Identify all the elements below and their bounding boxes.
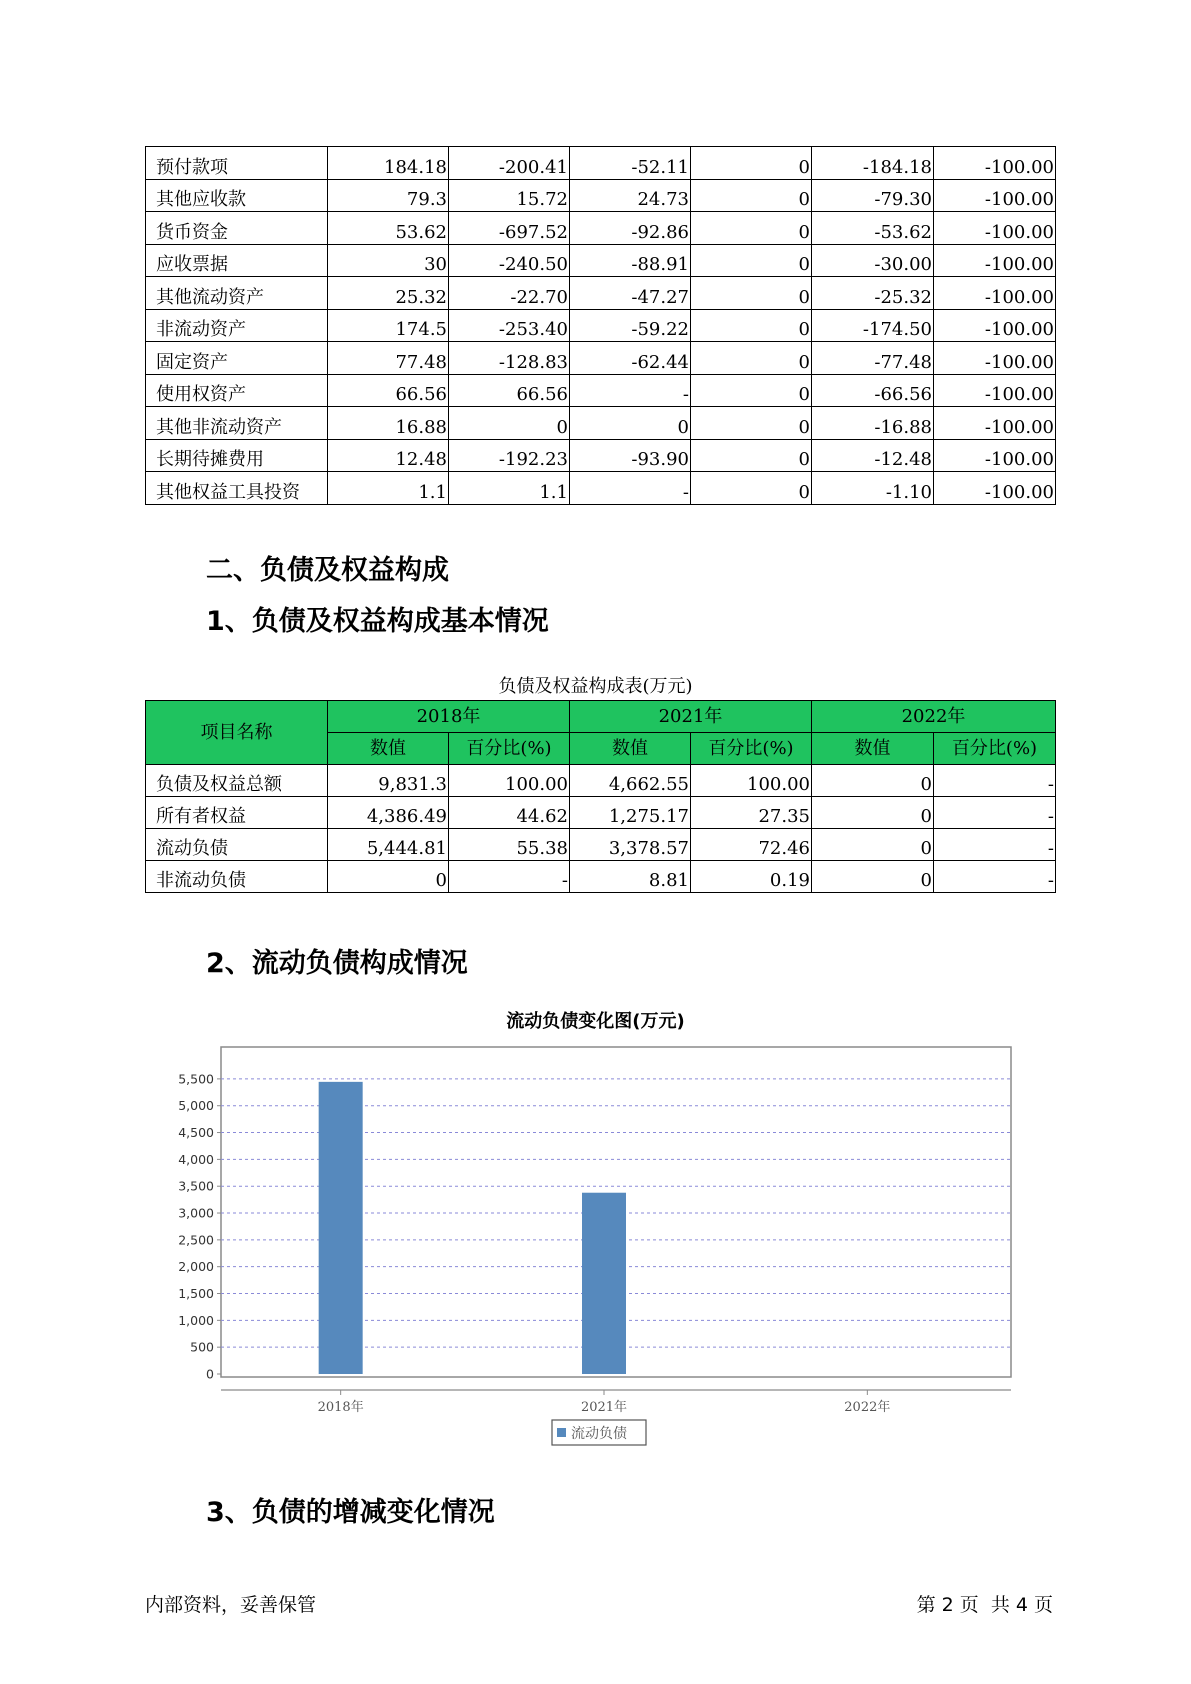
cell-value: -174.50 — [812, 309, 934, 342]
cell-value: -240.50 — [449, 244, 570, 277]
chart-legend — [552, 1420, 646, 1445]
row-label: 其他权益工具投资 — [146, 472, 328, 505]
cell-value: 0 — [812, 765, 934, 797]
cell-value: -100.00 — [934, 439, 1056, 472]
cell-value: -52.11 — [570, 147, 691, 180]
chart-x-axis — [318, 1390, 891, 1415]
cell-value: - — [570, 472, 691, 505]
cell-value: 79.3 — [328, 179, 449, 212]
row-label: 固定资产 — [146, 342, 328, 375]
cell-value: - — [934, 861, 1056, 893]
row-label: 所有者权益 — [146, 797, 328, 829]
y-tick-label: 1,000 — [178, 1312, 214, 1328]
cell-value: 100.00 — [449, 765, 570, 797]
header-value: 数值 — [812, 733, 934, 765]
row-label: 非流动负债 — [146, 861, 328, 893]
row-label: 负债及权益总额 — [146, 765, 328, 797]
cell-value: -100.00 — [934, 277, 1056, 310]
chart-title: 流动负债变化图(万元) — [506, 1011, 685, 1032]
cell-value: 24.73 — [570, 179, 691, 212]
y-tick-label: 3,500 — [178, 1178, 214, 1194]
cell-value: -184.18 — [812, 147, 934, 180]
cell-value: 0 — [812, 797, 934, 829]
cell-value: -697.52 — [449, 212, 570, 245]
cell-value: 0 — [691, 179, 812, 212]
cell-value: -47.27 — [570, 277, 691, 310]
footer-confidential: 内部资料，妥善保管 — [145, 1594, 317, 1616]
cell-value: -100.00 — [934, 309, 1056, 342]
cell-value: -12.48 — [812, 439, 934, 472]
cell-value: -1.10 — [812, 472, 934, 505]
cell-value: -100.00 — [934, 407, 1056, 440]
cell-value: -192.23 — [449, 439, 570, 472]
cell-value: 1.1 — [449, 472, 570, 505]
cell-value: 0 — [328, 861, 449, 893]
cell-value: 0 — [691, 147, 812, 180]
cell-value: -25.32 — [812, 277, 934, 310]
header-value: 数值 — [328, 733, 449, 765]
row-label: 其他流动资产 — [146, 277, 328, 310]
cell-value: - — [934, 765, 1056, 797]
cell-value: 174.5 — [328, 309, 449, 342]
cell-value: 1,275.17 — [570, 797, 691, 829]
header-percent: 百分比(%) — [934, 733, 1056, 765]
cell-value: 77.48 — [328, 342, 449, 375]
cell-value: 16.88 — [328, 407, 449, 440]
y-tick-label: 4,500 — [178, 1125, 214, 1141]
header-percent: 百分比(%) — [691, 733, 812, 765]
cell-value: 4,386.49 — [328, 797, 449, 829]
cell-value: 12.48 — [328, 439, 449, 472]
x-tick-label: 2022年 — [844, 1400, 891, 1415]
cell-value: 100.00 — [691, 765, 812, 797]
cell-value: -100.00 — [934, 212, 1056, 245]
cell-value: -16.88 — [812, 407, 934, 440]
cell-value: 25.32 — [328, 277, 449, 310]
cell-value: -88.91 — [570, 244, 691, 277]
cell-value: 0 — [691, 439, 812, 472]
cell-value: 0 — [691, 277, 812, 310]
row-label: 使用权资产 — [146, 374, 328, 407]
cell-value: 0 — [449, 407, 570, 440]
cell-value: -100.00 — [934, 147, 1056, 180]
cell-value: -100.00 — [934, 179, 1056, 212]
cell-value: 72.46 — [691, 829, 812, 861]
row-label: 货币资金 — [146, 212, 328, 245]
row-label: 其他应收款 — [146, 179, 328, 212]
row-label: 流动负债 — [146, 829, 328, 861]
y-tick-label: 2,000 — [178, 1259, 214, 1275]
cell-value: 66.56 — [449, 374, 570, 407]
row-label: 其他非流动资产 — [146, 407, 328, 440]
y-tick-label: 5,000 — [178, 1098, 214, 1114]
cell-value: -59.22 — [570, 309, 691, 342]
liability-table-caption: 负债及权益构成表(万元) — [498, 676, 693, 697]
row-label: 应收票据 — [146, 244, 328, 277]
footer-page-number: 第 2 页 共 4 页 — [916, 1594, 1053, 1616]
cell-value: - — [934, 829, 1056, 861]
bar — [319, 1082, 363, 1374]
cell-value: - — [449, 861, 570, 893]
cell-value: -92.86 — [570, 212, 691, 245]
header-year: 2018年 — [328, 701, 570, 733]
legend-swatch — [557, 1428, 566, 1437]
cell-value: 0 — [691, 244, 812, 277]
subsection-heading-1: 1、负债及权益构成基本情况 — [206, 606, 549, 637]
cell-value: -100.00 — [934, 472, 1056, 505]
row-label: 非流动资产 — [146, 309, 328, 342]
section-heading: 二、负债及权益构成 — [206, 555, 449, 586]
cell-value: -128.83 — [449, 342, 570, 375]
row-label: 长期待摊费用 — [146, 439, 328, 472]
cell-value: 8.81 — [570, 861, 691, 893]
cell-value: 30 — [328, 244, 449, 277]
cell-value: - — [570, 374, 691, 407]
cell-value: -100.00 — [934, 342, 1056, 375]
x-tick-label: 2018年 — [317, 1400, 364, 1415]
header-item-name: 项目名称 — [146, 701, 328, 765]
y-tick-label: 4,000 — [178, 1151, 214, 1167]
subsection-heading-3: 3、负债的增减变化情况 — [206, 1497, 495, 1528]
cell-value: 0 — [691, 309, 812, 342]
cell-value: 1.1 — [328, 472, 449, 505]
y-tick-label: 1,500 — [178, 1286, 214, 1302]
cell-value: -100.00 — [934, 374, 1056, 407]
cell-value: -66.56 — [812, 374, 934, 407]
cell-value: 0 — [691, 212, 812, 245]
cell-value: -100.00 — [934, 244, 1056, 277]
cell-value: 15.72 — [449, 179, 570, 212]
y-tick-label: 3,000 — [178, 1205, 214, 1221]
cell-value: 0 — [691, 342, 812, 375]
cell-value: -79.30 — [812, 179, 934, 212]
chart-y-axis — [178, 1071, 221, 1381]
cell-value: 0.19 — [691, 861, 812, 893]
cell-value: 44.62 — [449, 797, 570, 829]
header-percent: 百分比(%) — [449, 733, 570, 765]
cell-value: 0 — [691, 407, 812, 440]
cell-value: -93.90 — [570, 439, 691, 472]
cell-value: -200.41 — [449, 147, 570, 180]
legend-label: 流动负债 — [571, 1426, 627, 1442]
cell-value: 53.62 — [328, 212, 449, 245]
header-year: 2021年 — [570, 701, 812, 733]
cell-value: -53.62 — [812, 212, 934, 245]
cell-value: 3,378.57 — [570, 829, 691, 861]
cell-value: -22.70 — [449, 277, 570, 310]
subsection-heading-2: 2、流动负债构成情况 — [206, 948, 468, 979]
cell-value: 66.56 — [328, 374, 449, 407]
cell-value: -77.48 — [812, 342, 934, 375]
cell-value: 4,662.55 — [570, 765, 691, 797]
cell-value: - — [934, 797, 1056, 829]
cell-value: 0 — [570, 407, 691, 440]
cell-value: 0 — [812, 829, 934, 861]
header-year: 2022年 — [812, 701, 1056, 733]
cell-value: 184.18 — [328, 147, 449, 180]
y-tick-label: 2,500 — [178, 1232, 214, 1248]
y-tick-label: 0 — [206, 1366, 214, 1382]
y-tick-label: 5,500 — [178, 1071, 214, 1087]
cell-value: -253.40 — [449, 309, 570, 342]
header-value: 数值 — [570, 733, 691, 765]
cell-value: 5,444.81 — [328, 829, 449, 861]
cell-value: 0 — [691, 472, 812, 505]
cell-value: 27.35 — [691, 797, 812, 829]
cell-value: 55.38 — [449, 829, 570, 861]
cell-value: 0 — [691, 374, 812, 407]
x-tick-label: 2021年 — [580, 1400, 628, 1415]
row-label: 预付款项 — [146, 147, 328, 180]
cell-value: -30.00 — [812, 244, 934, 277]
cell-value: 0 — [812, 861, 934, 893]
cell-value: 9,831.3 — [328, 765, 449, 797]
cell-value: -62.44 — [570, 342, 691, 375]
chart-bars — [319, 1082, 626, 1374]
y-tick-label: 500 — [190, 1339, 214, 1355]
bar — [582, 1193, 626, 1374]
